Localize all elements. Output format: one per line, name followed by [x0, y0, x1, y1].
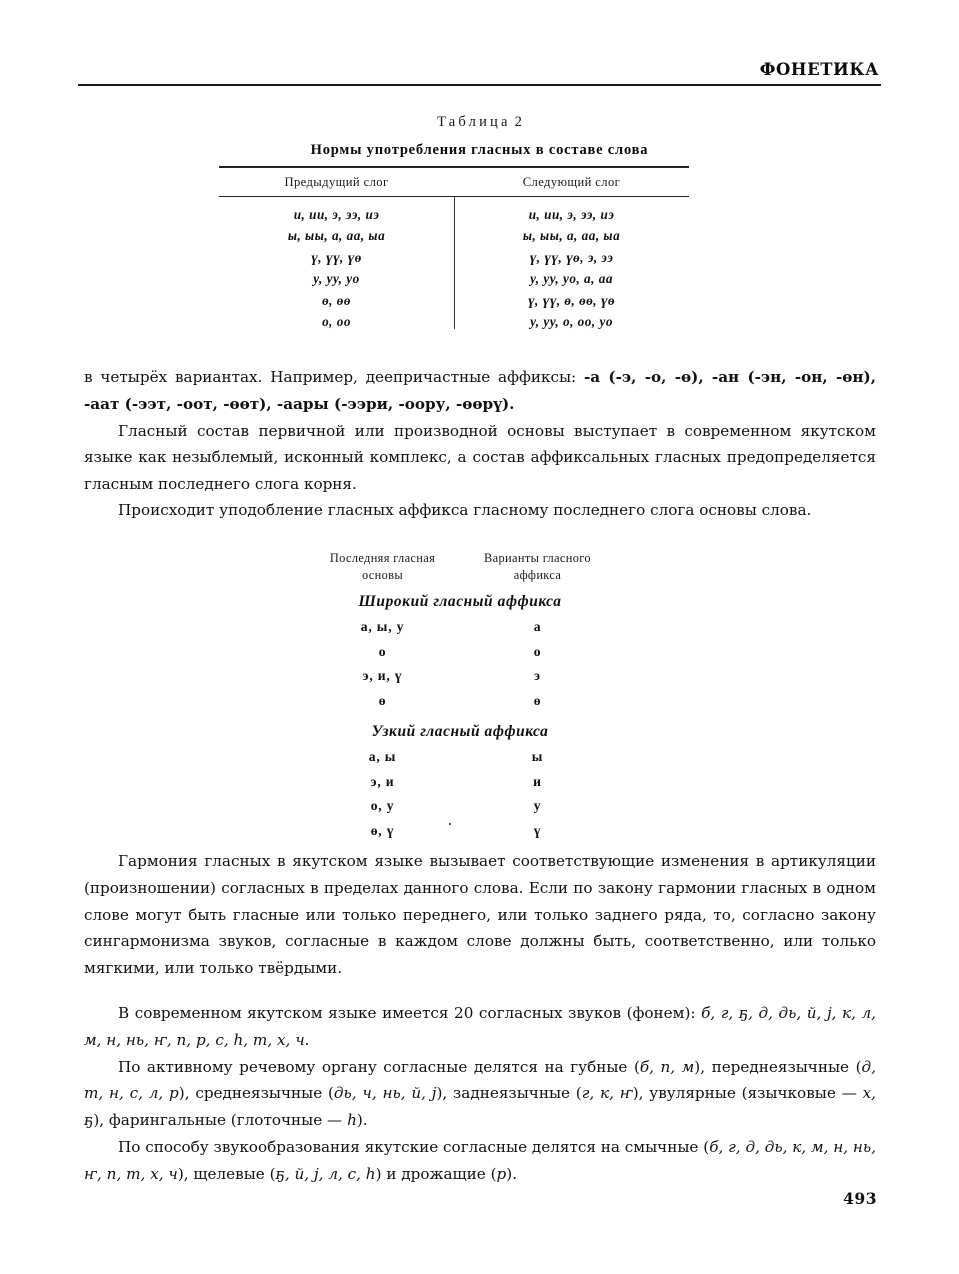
cell-next: ү, үү, үө, э, ээ [529, 249, 614, 265]
column-header-next-syllable: Следующий слог [522, 174, 621, 189]
fricative-consonants: ҕ, й, ј, л, с, һ [275, 1164, 376, 1183]
harmony-col1-line2: основы [361, 568, 404, 582]
harmony-row [305, 745, 615, 770]
harmony-row [305, 819, 615, 844]
harmony-row [305, 615, 615, 640]
paragraph-assimilation: Происходит уподобление гласных аффикса гласному последнего слога основы слова. [118, 501, 812, 519]
consonant-intro-text: В современном якутском языке имеется 20 согласных звуков (фонем): [118, 1004, 702, 1022]
harmony-affix-vowel: ы [531, 749, 544, 765]
cell-next: ү, үү, ө, өө, үө [527, 292, 616, 308]
harmony-stem-vowel: ө [378, 692, 387, 708]
table-number-word: Таблица [437, 114, 511, 130]
cell-previous: ы, ыы, а, аа, ыа [287, 228, 386, 244]
table-column-divider [454, 197, 455, 329]
back-lingual-consonants: г, к, ҥ [581, 1084, 633, 1103]
paragraph-group-affixes [84, 364, 876, 498]
harmony-row [305, 640, 615, 665]
labial-consonants: б, п, м [639, 1057, 695, 1076]
cell-previous: и, ии, э, ээ, иэ [293, 206, 380, 222]
harmony-affix-vowel: и [533, 773, 542, 789]
harmony-affix-vowel: о [533, 643, 542, 659]
paragraph-vowel-harmony: Гармония гласных в якутском языке вызывает соответствующие изменения в артикуляции (произношении) согласных в пределах данного слова. Если по закону гармонии гласных в одном слове могут быть гласные или только переднего, или только заднего ряда, то, согласно закону сингармонизма звуков, согласные в каждом слове должны быть, соответственно, или только мягкими, или только твёрдыми. [84, 852, 876, 978]
running-head-title: ФОНЕТИКА [759, 60, 879, 79]
page-number: 493 [843, 1189, 877, 1208]
cell-next: ы, ыы, а, аа, ыа [522, 228, 621, 244]
text-run: По активному речевому органу согласные делятся на губные ( [118, 1057, 640, 1076]
harmony-stem-vowel: а, ы, у [360, 619, 405, 635]
text-run: ), щелевые ( [177, 1164, 276, 1183]
uvular-consonants: х, ҕ [84, 1084, 876, 1130]
paragraph-group-consonants [84, 1000, 876, 1188]
text-run: ). [506, 1164, 518, 1183]
text-run: ) и дрожащие ( [375, 1164, 497, 1183]
harmony-affix-vowel: э [534, 668, 541, 684]
cell-next: у, уу, уо, а, аа [530, 271, 613, 287]
paragraph-consonant-inventory [84, 1000, 876, 1054]
table-body [219, 197, 689, 333]
text-run: ). [356, 1111, 368, 1130]
harmony-col2-line1: Варианты гласного [484, 551, 591, 565]
harmony-col1-header [305, 550, 460, 584]
table-title: Нормы употребления гласных в составе слова [310, 142, 649, 158]
cell-previous: ү, үү, үө [311, 249, 362, 265]
vowel-usage-table [219, 166, 689, 333]
text-run: По способу звукообразования якутские согласные делятся на смычные ( [118, 1137, 710, 1156]
section-heading-wide-vowel: Широкий гласный аффикса [358, 593, 562, 610]
cell-previous: ө, өө [322, 292, 351, 308]
front-lingual-consonants: д, т, н, с, л, р [84, 1057, 876, 1103]
mid-lingual-consonants: дь, ч, нь, й, ј [333, 1084, 437, 1103]
table-number-label [0, 114, 959, 131]
pharyngeal-consonants: һ [347, 1111, 357, 1130]
harmony-stem-vowel: о [378, 643, 387, 659]
paragraph-text: в четырёх вариантах. Например, деепричастные аффиксы: [84, 368, 584, 386]
scan-speck [449, 823, 451, 825]
harmony-stem-vowel: э, и [370, 773, 395, 789]
harmony-affix-vowel: у [533, 798, 542, 814]
vowel-harmony-list [305, 550, 615, 843]
harmony-stem-vowel: ө, ү [370, 822, 395, 838]
section-heading-narrow-vowel: Узкий гласный аффикса [371, 723, 549, 740]
harmony-col2-line2: аффикса [513, 568, 562, 582]
page-header [78, 62, 881, 86]
paragraph-affix-variants [84, 364, 876, 418]
header-rule [78, 84, 881, 86]
harmony-affix-vowel: а [533, 619, 542, 635]
harmony-affix-vowel: ү [533, 822, 542, 838]
harmony-affix-vowel: ө [533, 692, 542, 708]
harmony-column-headers [305, 550, 615, 584]
cell-previous: у, уу, уо [313, 271, 360, 287]
trill-consonants: р [496, 1164, 507, 1183]
harmony-row [305, 770, 615, 795]
consonant-list: б, г, ҕ, д, дь, й, ј, к, л, м, н, нь, ҥ, п, р, с, һ, т, х, ч. [84, 1004, 876, 1049]
text-run: ), среднеязычные ( [178, 1084, 334, 1103]
harmony-stem-vowel: а, ы [368, 749, 397, 765]
harmony-stem-vowel: э, и, ү [362, 668, 403, 684]
affix-list-bold: -а (-э, -о, -ө), -ан (-эн, -он, -өн), -аат (-ээт, -оот, -өөт), -аары (-ээри, -оору, -өөрү). [84, 368, 876, 413]
text-run: ), заднеязычные ( [436, 1084, 582, 1103]
text-run: ), увулярные (язычковые — [632, 1084, 863, 1103]
paragraph-vowel-composition: Гласный состав первичной или производной основы выступает в современном якутском языке как незыблемый, исконный комплекс, а состав аффиксальных гласных предопределяется гласным последнего слога корня. [84, 421, 876, 494]
paragraph-articulation-organ [84, 1054, 876, 1134]
harmony-stem-vowel: о, у [370, 798, 395, 814]
column-header-previous-syllable: Предыдущий слог [284, 174, 389, 189]
cell-next: у, уу, о, оо, уо [530, 314, 613, 330]
paragraph-group-harmony [84, 848, 876, 982]
harmony-col1-line1: Последняя гласная [329, 551, 436, 565]
paragraph-manner-of-articulation [84, 1134, 876, 1188]
table-number-value: 2 [514, 114, 522, 130]
cell-previous: о, оо [322, 314, 351, 330]
harmony-col2-header [460, 550, 615, 584]
paragraph-group-assimilation [84, 497, 876, 524]
text-run: ), переднеязычные ( [694, 1057, 862, 1076]
stop-consonants: б, г, д, дь, к, м, н, нь, ҥ, п, т, х, ч [84, 1137, 877, 1183]
harmony-row [305, 664, 615, 689]
text-run: ), фарингальные (глоточные — [93, 1111, 348, 1130]
cell-next: и, ии, э, ээ, иэ [528, 206, 615, 222]
harmony-row [305, 689, 615, 714]
harmony-row [305, 794, 615, 819]
table-header-row [219, 168, 689, 196]
